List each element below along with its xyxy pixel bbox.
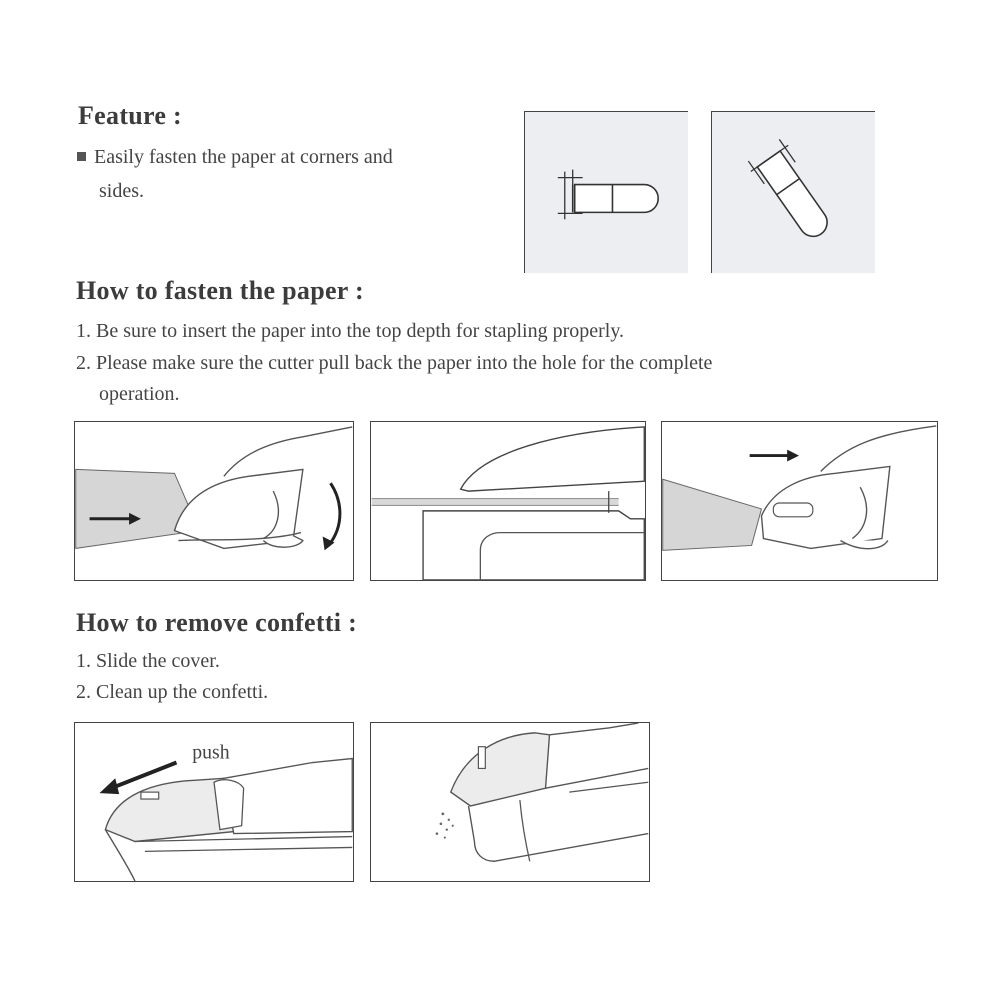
corner-staple-drawing: [525, 112, 688, 273]
side-staple-drawing: [712, 112, 875, 273]
feature-bullet-line2: sides.: [99, 180, 144, 202]
fasten-step-1: 1. Be sure to insert the paper into the top depth for stapling properly.: [76, 320, 625, 342]
cutter-pull-illustration: [661, 421, 938, 581]
confetti-heading: How to remove confetti :: [76, 608, 358, 637]
feature-heading: Feature :: [78, 101, 183, 130]
feature-bullet: [77, 142, 393, 173]
feature-bullet-line1: Easily fasten the paper at corners and: [94, 146, 393, 168]
paper-depth-drawing: [371, 422, 645, 580]
insert-paper-drawing: [75, 422, 353, 580]
fasten-step-2-line1: 2. Please make sure the cutter pull back the paper into the hole for the complete: [76, 352, 713, 374]
slide-cover-drawing: [75, 723, 353, 881]
corner-staple-illustration: [524, 111, 688, 273]
paper-depth-illustration: [370, 421, 646, 581]
fasten-heading: How to fasten the paper :: [76, 276, 364, 305]
cutter-pull-drawing: [662, 422, 937, 580]
slide-cover-illustration: [74, 722, 354, 882]
side-staple-illustration: [711, 111, 875, 273]
clean-confetti-drawing: [371, 723, 649, 881]
fasten-step-2-line2: operation.: [99, 383, 180, 405]
confetti-step-2: 2. Clean up the confetti.: [76, 681, 269, 703]
insert-paper-illustration: [74, 421, 354, 581]
bullet-square-icon: [77, 152, 86, 161]
confetti-step-1: 1. Slide the cover.: [76, 650, 220, 672]
push-label: push: [192, 741, 230, 764]
clean-confetti-illustration: [370, 722, 650, 882]
confetti-dots: [436, 812, 454, 838]
